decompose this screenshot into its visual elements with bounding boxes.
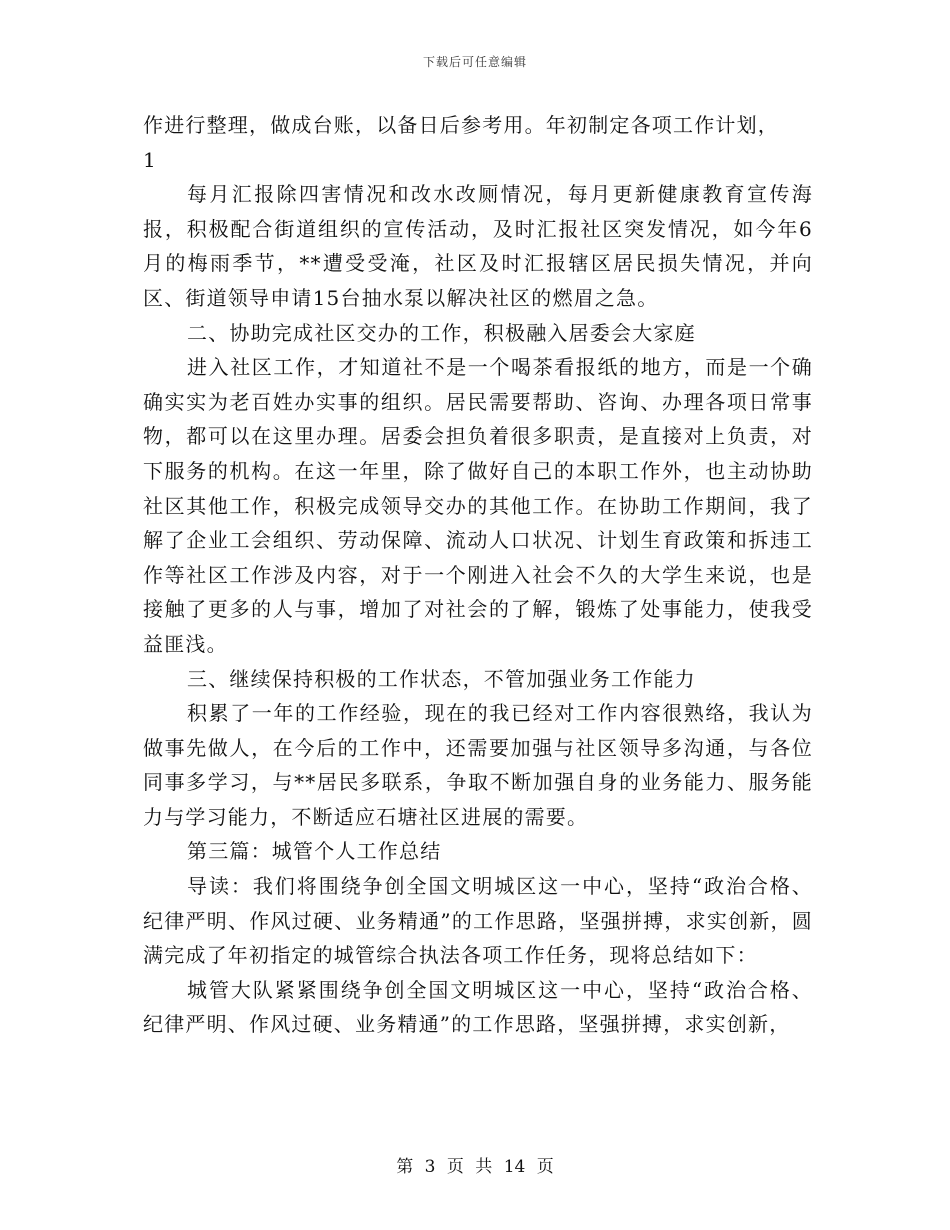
page-number-footer: 第 3 页 共 14 页 — [396, 1157, 554, 1177]
document-body — [143, 108, 813, 1042]
paragraph: 积累了一年的工作经验，现在的我已经对工作内容很熟络，我认为做事先做人，在今后的工作中，还需要加强与社区领导多沟通，与各位同事多学习，与**居民多联系，争取不断加强自身的业务能力、服务能力与学习能力，不断适应石塘社区进展的需要。 — [143, 701, 813, 829]
paragraph: 每月汇报除四害情况和改水改厕情况，每月更新健康教育宣传海报，积极配合街道组织的宣传活动，及时汇报社区突发情况，如今年6月的梅雨季节，**遭受受淹，社区及时汇报辖区居民损失情况，并向区、街道领导申请15台抽水泵以解决社区的燃眉之急。 — [143, 182, 813, 310]
paragraph: 1 — [143, 147, 157, 172]
section-heading: 二、协助完成社区交办的工作，积极融入居委会大家庭 — [187, 320, 696, 345]
paragraph: 作进行整理，做成台账，以备日后参考用。年初制定各项工作计划， — [143, 113, 779, 137]
header-note: 下载后可任意编辑 — [422, 55, 527, 69]
chapter-heading: 第三篇：城管个人工作总结 — [187, 839, 442, 864]
paragraph: 城管大队紧紧围绕争创全国文明城区这一中心，坚持“政治合格、纪律严明、作风过硬、业务精通”的工作思路，坚强拼搏，求实创新， — [143, 977, 813, 1037]
paragraph: 导读：我们将围绕争创全国文明城区这一中心，坚持“政治合格、纪律严明、作风过硬、业务精通”的工作思路，坚强拼搏，求实创新，圆满完成了年初指定的城管综合执法各项工作任务，现将总结如下： — [143, 874, 813, 968]
paragraph: 进入社区工作，才知道社不是一个喝茶看报纸的地方，而是一个确确实实为老百姓办实事的组织。居民需要帮助、咨询、办理各项日常事物，都可以在这里办理。居委会担负着很多职责，是直接对上负责，对下服务的机构。在这一年里，除了做好自己的本职工作外，也主动协助社区其他工作，积极完成领导交办的其他工作。在协助工作期间，我了解了企业工会组织、劳动保障、流动人口状况、计划生育政策和拆违工作等社区工作涉及内容，对于一个刚进入社会不久的大学生来说，也是接触了更多的人与事，增加了对社会的了解，锻炼了处事能力，使我受益匪浅。 — [143, 355, 813, 656]
section-heading: 三、继续保持积极的工作状态，不管加强业务工作能力 — [187, 666, 696, 691]
